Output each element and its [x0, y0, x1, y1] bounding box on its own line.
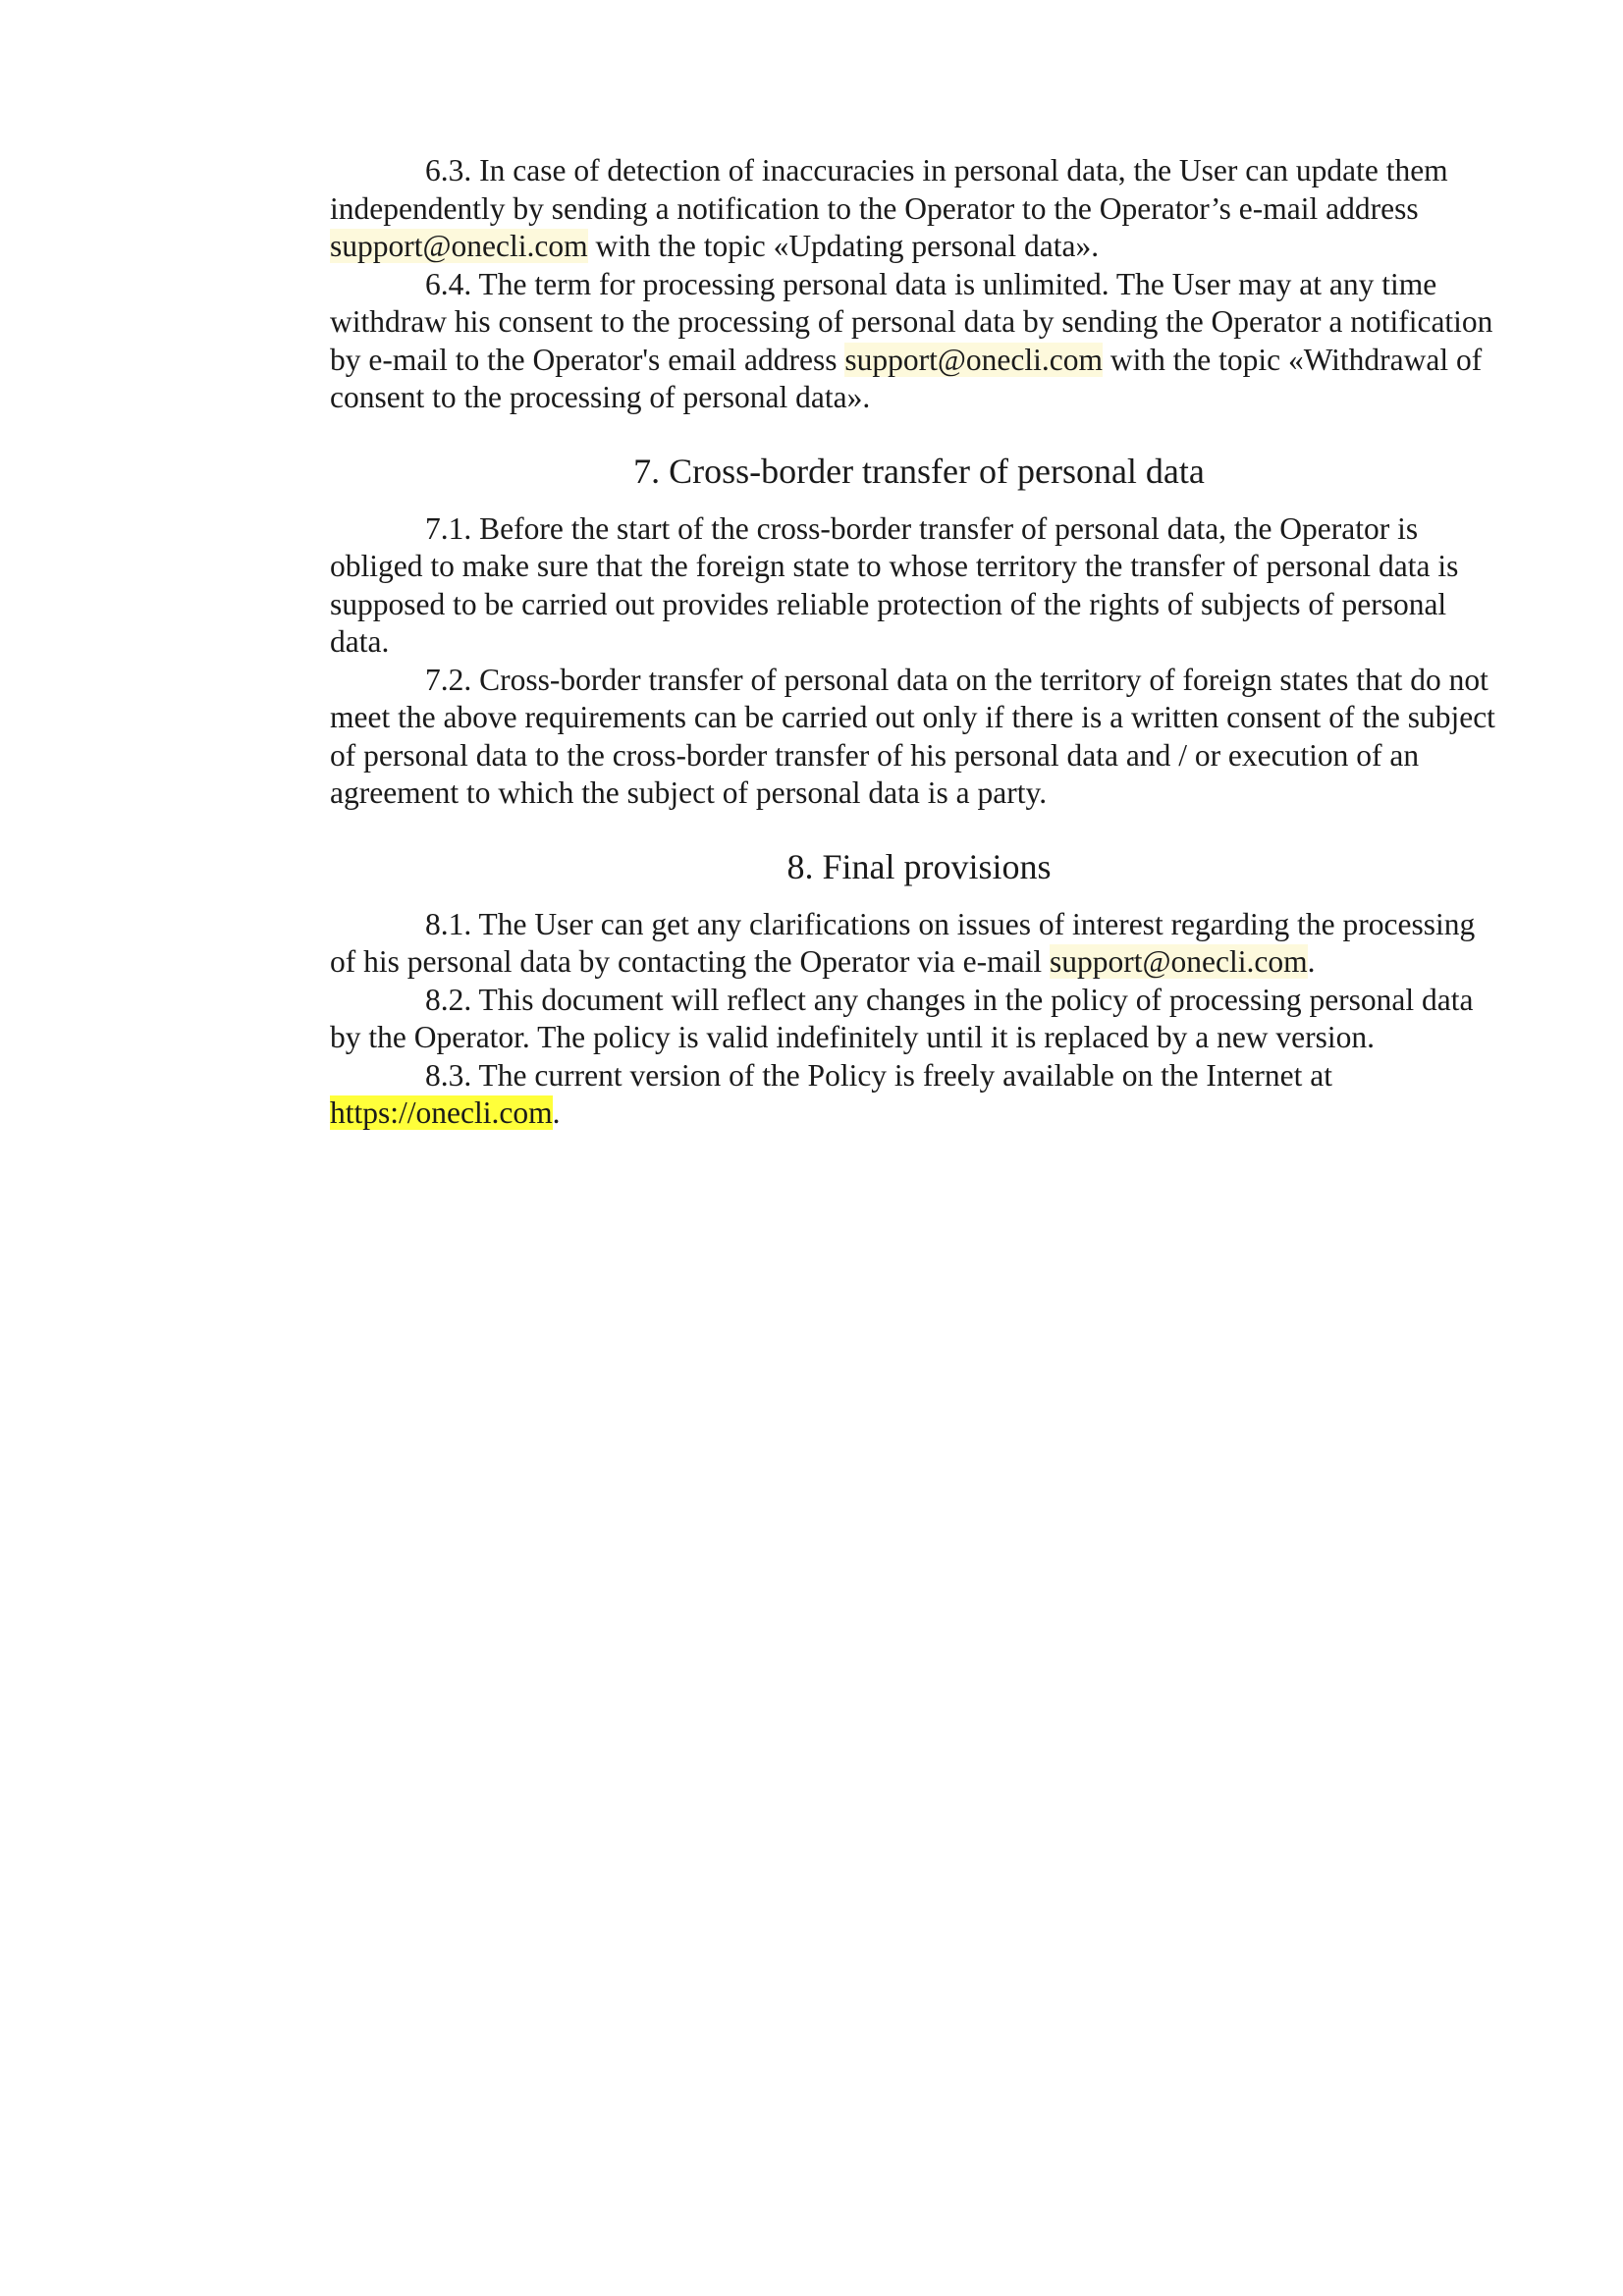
paragraph-6-4-suffix: with the topic «Withdrawal of consent to the processing of personal data».	[330, 342, 1490, 414]
website-link[interactable]: https://onecli.com	[330, 1095, 553, 1130]
paragraph-7-1: 7.1. Before the start of the cross-border transfer of personal data, the Operator is obliged to make sure that the foreign state to whose territory the transfer of personal data is supposed to be carried out provides reliable protection of the rights of subjects of personal data.	[330, 510, 1467, 659]
paragraph-8-1-text: 8.1. The User can get any clarifications on issues of interest regarding the processing of his personal data by contacting the Operator via e-mail	[330, 906, 1484, 979]
paragraph-8-1	[330, 906, 1508, 982]
paragraph-6-3	[330, 152, 1508, 266]
section-8-heading: 8. Final provisions	[786, 846, 1052, 886]
support-email-link[interactable]: support@onecli.com	[844, 342, 1103, 377]
support-email-link[interactable]: support@onecli.com	[1050, 944, 1308, 979]
paragraph-8-2: 8.2. This document will reflect any changes in the policy of processing personal data by the Operator. The policy is valid indefinitely until it is replaced by a new version.	[330, 982, 1482, 1054]
support-email-link[interactable]: support@onecli.com	[330, 229, 588, 263]
paragraph-6-3-suffix: with the topic «Updating personal data».	[587, 229, 1100, 263]
paragraph-8-3	[330, 1057, 1508, 1133]
paragraph-6-4-text: 6.4. The term for processing personal data is unlimited. The User may at any time withdraw his consent to the processing of personal data by sending the Operator a notification by e-mail to the Operator's email address	[330, 266, 1501, 377]
paragraph-8-3-suffix: .	[552, 1095, 561, 1130]
paragraph-6-4	[330, 266, 1508, 417]
paragraph-6-3-text: 6.3. In case of detection of inaccuracies in personal data, the User can update them independently by sending a notification to the Operator to the Operator’s e-mail address	[330, 153, 1456, 226]
document-body	[330, 152, 1508, 1133]
paragraph-8-3-text: 8.3. The current version of the Policy is freely available on the Internet at	[425, 1057, 1340, 1093]
section-7-heading: 7. Cross-border transfer of personal data	[633, 451, 1205, 491]
paragraph-8-1-suffix: .	[1307, 944, 1316, 979]
paragraph-7-2: 7.2. Cross-border transfer of personal data on the territory of foreign states that do not meet the above requirements can be carried out only if there is a written consent of the subject of personal data to the cross-border transfer of his personal data and / or execution of an agreement to which the subject of personal data is a party.	[330, 662, 1503, 810]
